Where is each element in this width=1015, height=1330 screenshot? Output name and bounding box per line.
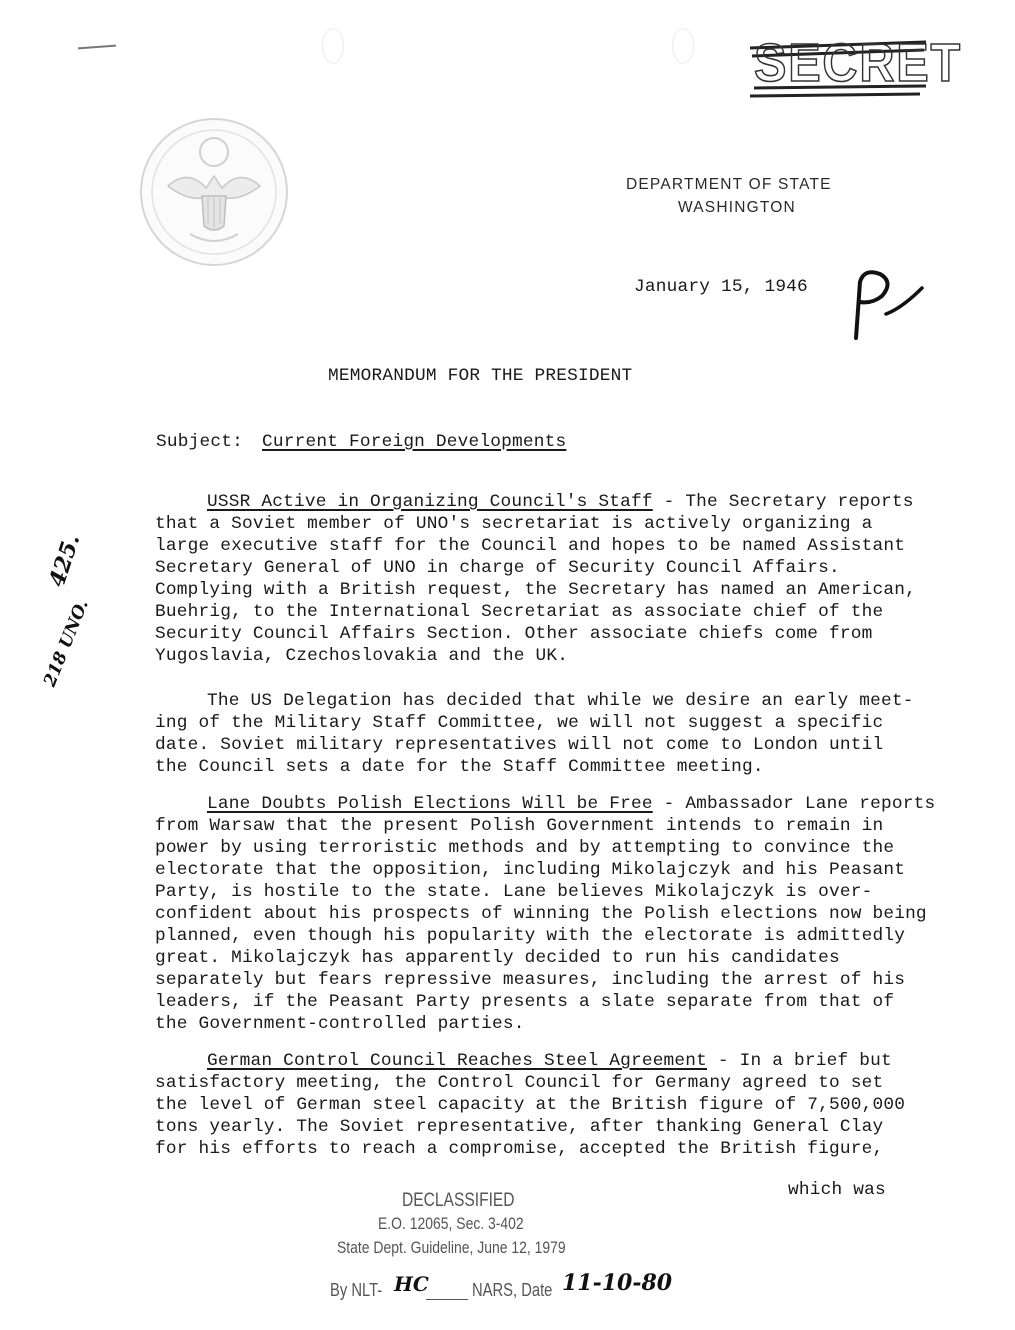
subject-value: Current Foreign Developments	[262, 432, 567, 452]
body-line: separately but fears repressive measures, including the arrest of his	[155, 970, 906, 990]
declassified-by-label: By NLT-	[330, 1280, 383, 1300]
body-line: date. Soviet military representatives will not come to London until	[155, 735, 884, 755]
paragraph-1-first-line	[207, 491, 914, 513]
body-line: confident about his prospects of winning the Polish elections now being	[155, 904, 927, 924]
initial-p-mark	[842, 262, 926, 342]
body-line: that a Soviet member of UNO's secretariat is actively organizing a	[155, 514, 873, 534]
body-line: the Council sets a date for the Staff Committee meeting.	[155, 757, 764, 777]
letterhead-department: DEPARTMENT OF STATE	[626, 176, 832, 193]
body-line: Party, is hostile to the state. Lane believes Mikolajczyk is over-	[155, 882, 873, 902]
body-line: Secretary General of UNO in charge of Security Council Affairs.	[155, 558, 840, 578]
memo-heading: MEMORANDUM FOR THE PRESIDENT	[328, 366, 633, 386]
stray-mark	[78, 45, 116, 50]
body-line: tons yearly. The Soviet representative, after thanking General Clay	[155, 1117, 884, 1137]
margin-note-line2: 218 UNO.	[40, 597, 93, 690]
paragraph-1-lead: - The Secretary reports	[652, 492, 914, 512]
declassified-nars-label: NARS, Date	[472, 1280, 553, 1300]
paragraph-1-title: USSR Active in Organizing Council's Staff	[207, 492, 653, 512]
paragraph-4-lead: - In a brief but	[707, 1051, 892, 1071]
body-line: the Government-controlled parties.	[155, 1014, 525, 1034]
memo-date: January 15, 1946	[634, 277, 808, 297]
letterhead-city: WASHINGTON	[678, 199, 796, 216]
paragraph-4-first-line	[207, 1050, 892, 1072]
margin-note-line1: 425.	[44, 531, 86, 591]
paragraph-4-title: German Control Council Reaches Steel Agreement	[207, 1051, 708, 1071]
body-line: leaders, if the Peasant Party presents a slate separate from that of	[155, 992, 895, 1012]
handwritten-initial-text	[842, 262, 843, 263]
declassified-by-initials: HC	[394, 1272, 429, 1296]
declassified-line1: E.O. 12065, Sec. 3-402	[378, 1214, 524, 1233]
secret-stamp	[748, 30, 962, 104]
hole-punch-mark	[672, 28, 694, 64]
paragraph-3-lead: - Ambassador Lane reports	[652, 794, 936, 814]
declassified-by-blank	[426, 1299, 468, 1300]
body-line: Complying with a British request, the Secretary has named an American,	[155, 580, 916, 600]
body-line: Yugoslavia, Czechoslovakia and the UK.	[155, 646, 569, 666]
secret-stamp-text: SECRET	[754, 33, 962, 93]
body-line: for his efforts to reach a compromise, accepted the British figure,	[155, 1139, 884, 1159]
subject-label: Subject:	[156, 432, 243, 452]
declassified-date: 11-10-80	[562, 1270, 673, 1296]
declassified-line2: State Dept. Guideline, June 12, 1979	[337, 1238, 566, 1257]
body-line: ing of the Military Staff Committee, we will not suggest a specific	[155, 713, 884, 733]
body-line: planned, even though his popularity with the electorate is admittedly	[155, 926, 906, 946]
continuation-note: which was	[788, 1180, 886, 1200]
declassified-signature-row	[330, 1272, 690, 1306]
body-line: large executive staff for the Council and hopes to be named Assistant	[155, 536, 906, 556]
paragraph-2-first-line: The US Delegation has decided that while we desire an early meet-	[207, 691, 914, 711]
body-line: satisfactory meeting, the Control Council for Germany agreed to set	[155, 1073, 884, 1093]
body-line: great. Mikolajczyk has apparently decided to run his candidates	[155, 948, 840, 968]
body-line: power by using terroristic methods and by attempting to convince the	[155, 838, 895, 858]
handwritten-initial	[842, 262, 926, 342]
body-line: Security Council Affairs Section. Other associate chiefs come from	[155, 624, 873, 644]
hole-punch-mark	[322, 28, 344, 64]
paragraph-3-first-line	[207, 793, 935, 815]
paragraph-3-title: Lane Doubts Polish Elections Will be Free	[207, 794, 653, 814]
state-seal	[138, 116, 290, 268]
body-line: from Warsaw that the present Polish Government intends to remain in	[155, 816, 884, 836]
body-line: electorate that the opposition, including Mikolajczyk and his Peasant	[155, 860, 906, 880]
eagle-seal-icon	[138, 116, 290, 268]
body-line: the level of German steel capacity at the British figure of 7,500,000	[155, 1095, 906, 1115]
declassified-title: DECLASSIFIED	[402, 1190, 515, 1211]
body-line: Buehrig, to the International Secretariat as associate chief of the	[155, 602, 884, 622]
